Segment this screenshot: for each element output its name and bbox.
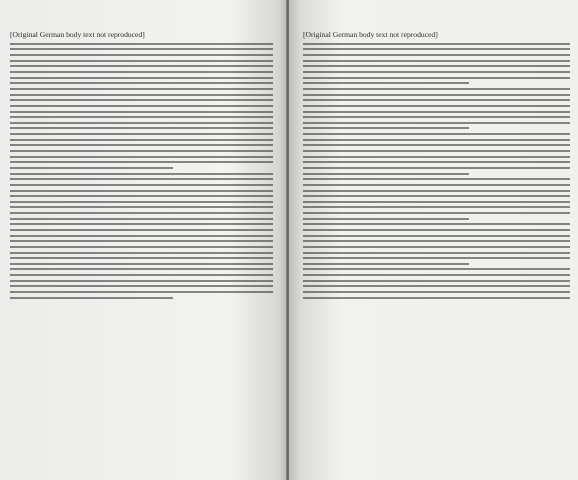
placeholder-text-line xyxy=(303,229,570,231)
placeholder-text-line xyxy=(303,246,570,248)
placeholder-text-line xyxy=(303,223,570,225)
placeholder-text-line xyxy=(10,54,273,56)
placeholder-text-line xyxy=(10,122,273,124)
placeholder-text-line xyxy=(10,206,273,208)
right-body-placeholder-lines xyxy=(303,43,570,299)
placeholder-text-line xyxy=(303,173,469,175)
placeholder-text-line xyxy=(10,246,273,248)
placeholder-text-line xyxy=(10,43,273,45)
placeholder-text-line xyxy=(10,94,273,96)
placeholder-text-line xyxy=(10,71,273,73)
placeholder-text-line xyxy=(303,144,570,146)
placeholder-text-line xyxy=(10,212,273,214)
placeholder-text-line xyxy=(303,195,570,197)
placeholder-text-line xyxy=(303,48,570,50)
placeholder-text-line xyxy=(10,285,273,287)
placeholder-text-line xyxy=(10,201,273,203)
placeholder-text-line xyxy=(10,190,273,192)
placeholder-text-line xyxy=(303,274,570,276)
placeholder-text-line xyxy=(303,71,570,73)
right-page xyxy=(289,0,578,480)
placeholder-text-line xyxy=(303,178,570,180)
placeholder-text-line xyxy=(10,150,273,152)
placeholder-text-line xyxy=(10,167,173,169)
placeholder-text-line xyxy=(303,201,570,203)
placeholder-text-line xyxy=(10,218,273,220)
placeholder-text-line xyxy=(303,297,570,299)
left-page xyxy=(0,0,287,480)
placeholder-text-line xyxy=(10,195,273,197)
placeholder-text-line xyxy=(10,77,273,79)
placeholder-text-line xyxy=(303,43,570,45)
placeholder-text-line xyxy=(303,139,570,141)
placeholder-text-line xyxy=(303,167,570,169)
placeholder-text-line xyxy=(10,240,273,242)
placeholder-text-line xyxy=(303,240,570,242)
placeholder-text-line xyxy=(10,60,273,62)
placeholder-text-line xyxy=(303,190,570,192)
placeholder-text-line xyxy=(10,173,273,175)
placeholder-text-line xyxy=(303,122,570,124)
placeholder-text-line xyxy=(303,54,570,56)
placeholder-text-line xyxy=(10,178,273,180)
placeholder-text-line xyxy=(303,82,469,84)
placeholder-text-line xyxy=(303,280,570,282)
placeholder-text-line xyxy=(303,99,570,101)
placeholder-text-line xyxy=(303,105,570,107)
placeholder-text-line xyxy=(10,99,273,101)
placeholder-text-line xyxy=(10,280,273,282)
placeholder-text-line xyxy=(10,65,273,67)
placeholder-text-line xyxy=(10,263,273,265)
placeholder-text-line xyxy=(303,60,570,62)
placeholder-text-line xyxy=(10,297,173,299)
placeholder-text-line xyxy=(303,116,570,118)
placeholder-text-line xyxy=(10,82,273,84)
placeholder-text-line xyxy=(303,65,570,67)
placeholder-text-line xyxy=(303,133,570,135)
placeholder-text-line xyxy=(303,291,570,293)
placeholder-text-line xyxy=(10,235,273,237)
placeholder-text-line xyxy=(303,184,570,186)
placeholder-text-line xyxy=(303,88,570,90)
placeholder-text-line xyxy=(303,77,570,79)
placeholder-text-line xyxy=(10,156,273,158)
placeholder-text-line xyxy=(303,150,570,152)
placeholder-text-line xyxy=(10,184,273,186)
placeholder-text-line xyxy=(10,116,273,118)
placeholder-text-line xyxy=(10,139,273,141)
placeholder-text-line xyxy=(303,161,570,163)
right-body-placeholder-notice: [Original German body text not reproduced] xyxy=(303,30,438,39)
placeholder-text-line xyxy=(303,218,469,220)
placeholder-text-line xyxy=(303,127,469,129)
placeholder-text-line xyxy=(10,88,273,90)
placeholder-text-line xyxy=(10,291,273,293)
placeholder-text-line xyxy=(303,111,570,113)
placeholder-text-line xyxy=(303,212,570,214)
placeholder-text-line xyxy=(10,268,273,270)
placeholder-text-line xyxy=(303,206,570,208)
placeholder-text-line xyxy=(10,144,273,146)
placeholder-text-line xyxy=(303,285,570,287)
placeholder-text-line xyxy=(303,263,469,265)
placeholder-text-line xyxy=(10,161,273,163)
placeholder-text-line xyxy=(303,252,570,254)
placeholder-text-line xyxy=(303,257,570,259)
left-body-text xyxy=(10,30,273,302)
placeholder-text-line xyxy=(10,111,273,113)
placeholder-text-line xyxy=(10,274,273,276)
placeholder-text-line xyxy=(10,127,273,129)
placeholder-text-line xyxy=(10,229,273,231)
placeholder-text-line xyxy=(303,94,570,96)
placeholder-text-line xyxy=(10,133,273,135)
placeholder-text-line xyxy=(10,105,273,107)
placeholder-text-line xyxy=(10,252,273,254)
placeholder-text-line xyxy=(303,235,570,237)
placeholder-text-line xyxy=(303,156,570,158)
left-body-placeholder-lines xyxy=(10,43,273,299)
right-body-text xyxy=(303,30,570,302)
placeholder-text-line xyxy=(303,268,570,270)
placeholder-text-line xyxy=(10,223,273,225)
placeholder-text-line xyxy=(10,48,273,50)
placeholder-text-line xyxy=(10,257,273,259)
left-body-placeholder-notice: [Original German body text not reproduced] xyxy=(10,30,145,39)
